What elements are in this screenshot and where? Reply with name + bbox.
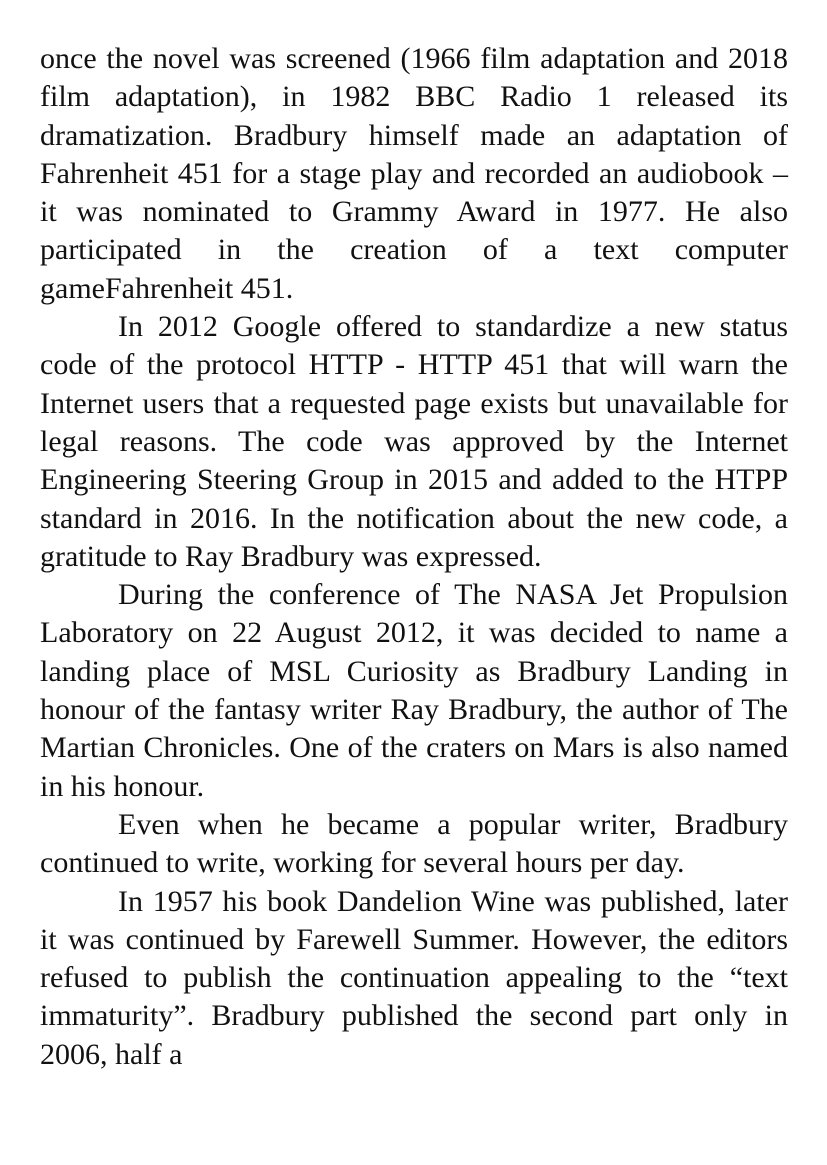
- paragraph-dandelion-wine: In 1957 his book Dandelion Wine was published, later it was continued by Farewell Summer. However, the editors refused to publish the continuation appealing to the “text immaturity”. Bradbury published the second part only in 2006, half a: [40, 884, 788, 1071]
- paragraph-continuation: once the novel was screened (1966 film adaptation and 2018 film adaptation), in 1982 BBC Radio 1 released its dramatization. Bradbury himself made an adaptation of Fahrenheit 451 for a stage play and recorded an audiobook – it was nominated to Grammy Award in 1977. He also participated in the creation of a text computer gameFahrenheit 451.: [40, 42, 788, 305]
- paragraph-http-451: In 2012 Google offered to standardize a new status code of the protocol HTTP - HTTP 451 that will warn the Internet users that a requested page exists but unavailable for legal reasons. The code was approved by the Internet Engineering Steering Group in 2015 and added to the HTPP standard in 2016. In the notification about the new code, a gratitude to Ray Bradbury was expressed.: [40, 310, 788, 573]
- paragraph-bradbury-landing: During the conference of The NASA Jet Propulsion Laboratory on 22 August 2012, it was decided to name a landing place of MSL Curiosity as Bradbury Landing in honour of the fantasy writer Ray Bradbury, the author of The Martian Chronicles. One of the craters on Mars is also named in his honour.: [40, 578, 788, 803]
- paragraph-continued-writing: Even when he became a popular writer, Bradbury continued to write, working for several hours per day.: [40, 807, 788, 880]
- document-page: [40, 40, 788, 1074]
